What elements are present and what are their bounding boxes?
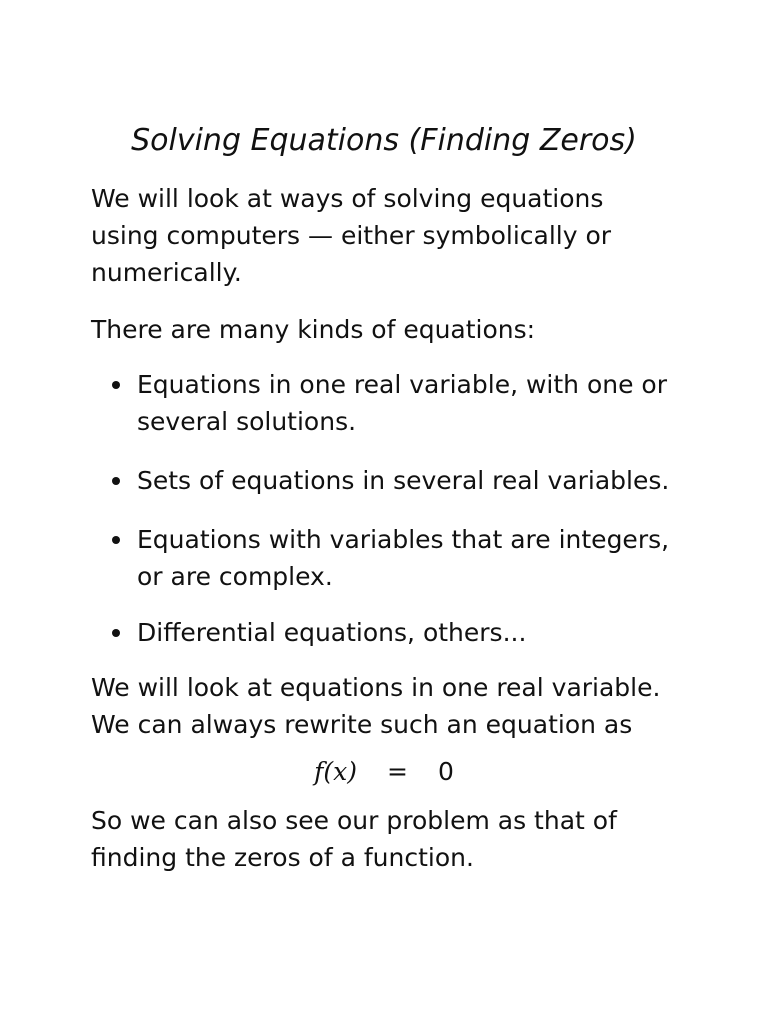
bullet-line-1: Differential equations, others...: [137, 618, 527, 647]
bullet-item: [137, 462, 717, 499]
conclusion-line-1: So we can also see our problem as that of: [91, 806, 617, 835]
kinds-heading: There are many kinds of equations:: [91, 315, 536, 344]
bullet-item: [137, 521, 717, 595]
focus-line-1: We will look at equations in one real variable.: [91, 673, 661, 702]
conclusion-paragraph: [91, 802, 701, 876]
bullet-line-1: Equations with variables that are integers,: [137, 525, 670, 554]
bullet-dot-icon: [112, 629, 120, 637]
intro-line-2: using computers — either symbolically or: [91, 221, 612, 250]
bullet-line-2: several solutions.: [137, 407, 357, 436]
equation-rhs: 0: [437, 757, 454, 786]
equation-lhs: f(x): [314, 757, 357, 786]
bullet-item: [137, 614, 717, 651]
focus-paragraph: [91, 669, 701, 743]
equation-operator: =: [387, 757, 408, 786]
equation-display: [0, 753, 768, 790]
intro-paragraph: [91, 180, 701, 291]
bullet-dot-icon: [112, 536, 120, 544]
intro-line-1: We will look at ways of solving equations: [91, 184, 604, 213]
intro-line-3: numerically.: [91, 258, 242, 287]
bullet-dot-icon: [112, 381, 120, 389]
focus-line-2: We can always rewrite such an equation as: [91, 710, 633, 739]
bullet-line-2: or are complex.: [137, 562, 333, 591]
page-title: Solving Equations (Finding Zeros): [131, 123, 637, 158]
bullet-line-1: Sets of equations in several real variables.: [137, 466, 670, 495]
bullet-line-1: Equations in one real variable, with one or: [137, 370, 667, 399]
conclusion-line-2: finding the zeros of a function.: [91, 843, 474, 872]
bullet-item: [137, 366, 717, 440]
bullet-dot-icon: [112, 477, 120, 485]
